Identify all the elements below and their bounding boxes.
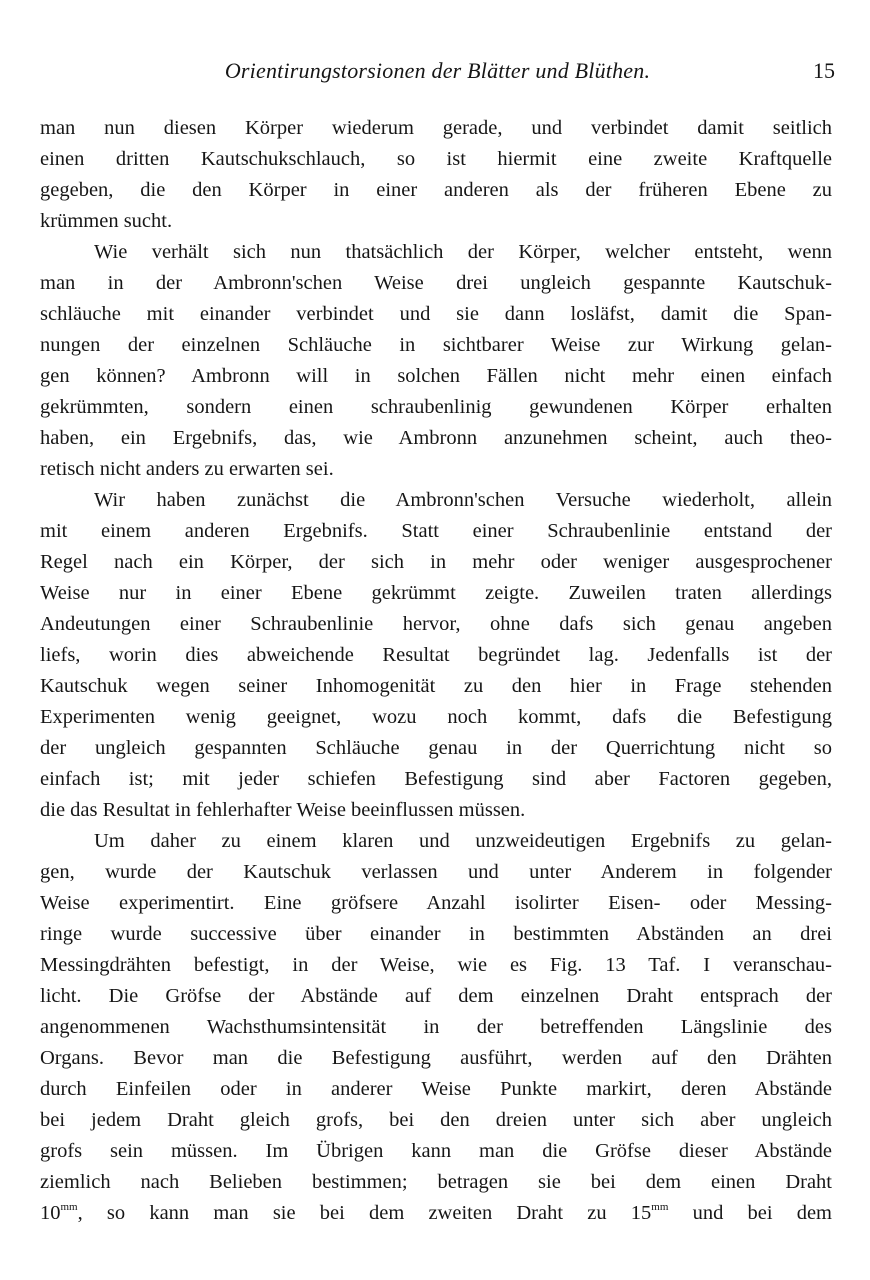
paragraph-start-line: Wir haben zunächst die Ambronn'schen Versuche wiederholt, allein	[94, 489, 832, 511]
text-line: durch Einfeilen oder in anderer Weise Punkte markirt, deren Abstände	[40, 1078, 832, 1100]
text-line: liefs, worin dies abweichende Resultat begründet lag. Jedenfalls ist der	[40, 644, 832, 666]
text-line: gegeben, die den Körper in einer anderen als der früheren Ebene zu	[40, 179, 832, 201]
body-text	[40, 113, 832, 1229]
text-line: der ungleich gespannten Schläuche genau in der Querrichtung nicht so	[40, 737, 832, 759]
text-line: mit einem anderen Ergebnifs. Statt einer Schraubenlinie entstand der	[40, 520, 832, 542]
text-line: Organs. Bevor man die Befestigung ausführt, werden auf den Drähten	[40, 1047, 832, 1069]
running-title: Orientirungstorsionen der Blätter und Blüthen.	[224, 58, 651, 83]
text-line: krümmen sucht.	[40, 210, 173, 232]
text-line: nungen der einzelnen Schläuche in sichtbarer Weise zur Wirkung gelan-	[40, 334, 832, 356]
paragraph-start-line: Um daher zu einem klaren und unzweideutigen Ergebnifs zu gelan-	[94, 830, 832, 852]
text-line: ringe wurde successive über einander in bestimmten Abständen an drei	[40, 923, 832, 945]
text-line: einfach ist; mit jeder schiefen Befestigung sind aber Factoren gegeben,	[40, 768, 832, 790]
unit-superscript: mm	[60, 1201, 78, 1213]
text-line: man in der Ambronn'schen Weise drei ungleich gespannte Kautschuk-	[40, 272, 832, 294]
text-line: Experimenten wenig geeignet, wozu noch kommt, dafs die Befestigung	[40, 706, 832, 728]
text-line: die das Resultat in fehlerhafter Weise beeinflussen müssen.	[40, 799, 526, 821]
line-fragment: , so kann man sie bei dem zweiten Draht zu 15	[77, 1202, 652, 1224]
text-line: Weise nur in einer Ebene gekrümmt zeigte. Zuweilen traten allerdings	[40, 582, 832, 604]
text-line: bei jedem Draht gleich grofs, bei den dreien unter sich aber ungleich	[40, 1109, 832, 1131]
text-line: ziemlich nach Belieben bestimmen; betragen sie bei dem einen Draht	[40, 1171, 832, 1193]
text-line: gekrümmten, sondern einen schraubenlinig gewundenen Körper erhalten	[40, 396, 832, 418]
text-line: retisch nicht anders zu erwarten sei.	[40, 458, 334, 480]
text-line: Andeutungen einer Schraubenlinie hervor, ohne dafs sich genau angeben	[40, 613, 832, 635]
text-line: Regel nach ein Körper, der sich in mehr oder weniger ausgesprochener	[40, 551, 832, 573]
text-line: einen dritten Kautschukschlauch, so ist hiermit eine zweite Kraftquelle	[40, 148, 832, 170]
text-line: man nun diesen Körper wiederum gerade, und verbindet damit seitlich	[40, 117, 832, 139]
text-line: haben, ein Ergebnifs, das, wie Ambronn anzunehmen scheint, auch theo-	[40, 427, 832, 449]
paragraph-start-line: Wie verhält sich nun thatsächlich der Körper, welcher entsteht, wenn	[94, 241, 832, 263]
text-line: Kautschuk wegen seiner Inhomogenität zu den hier in Frage stehenden	[40, 675, 832, 697]
text-line: licht. Die Gröfse der Abstände auf dem einzelnen Draht entsprach der	[40, 985, 832, 1007]
text-line: Messingdrähten befestigt, in der Weise, wie es Fig. 13 Taf. I veranschau-	[40, 954, 832, 976]
text-line: angenommenen Wachsthumsintensität in der betreffenden Längslinie des	[40, 1016, 832, 1038]
page-header	[40, 58, 835, 88]
text-line-with-units	[40, 1198, 832, 1229]
unit-superscript: mm	[651, 1201, 669, 1213]
text-line: Weise experimentirt. Eine gröfsere Anzahl isolirter Eisen- oder Messing-	[40, 892, 832, 914]
text-line: gen, wurde der Kautschuk verlassen und unter Anderem in folgender	[40, 861, 832, 883]
text-line: gen können? Ambronn will in solchen Fällen nicht mehr einen einfach	[40, 365, 832, 387]
text-line: schläuche mit einander verbindet und sie dann losläfst, damit die Span-	[40, 303, 832, 325]
line-fragment: und bei dem	[668, 1202, 832, 1224]
text-line: grofs sein müssen. Im Übrigen kann man die Gröfse dieser Abstände	[40, 1140, 832, 1162]
page-number: 15	[813, 58, 835, 83]
measure-value: 10	[40, 1202, 61, 1224]
